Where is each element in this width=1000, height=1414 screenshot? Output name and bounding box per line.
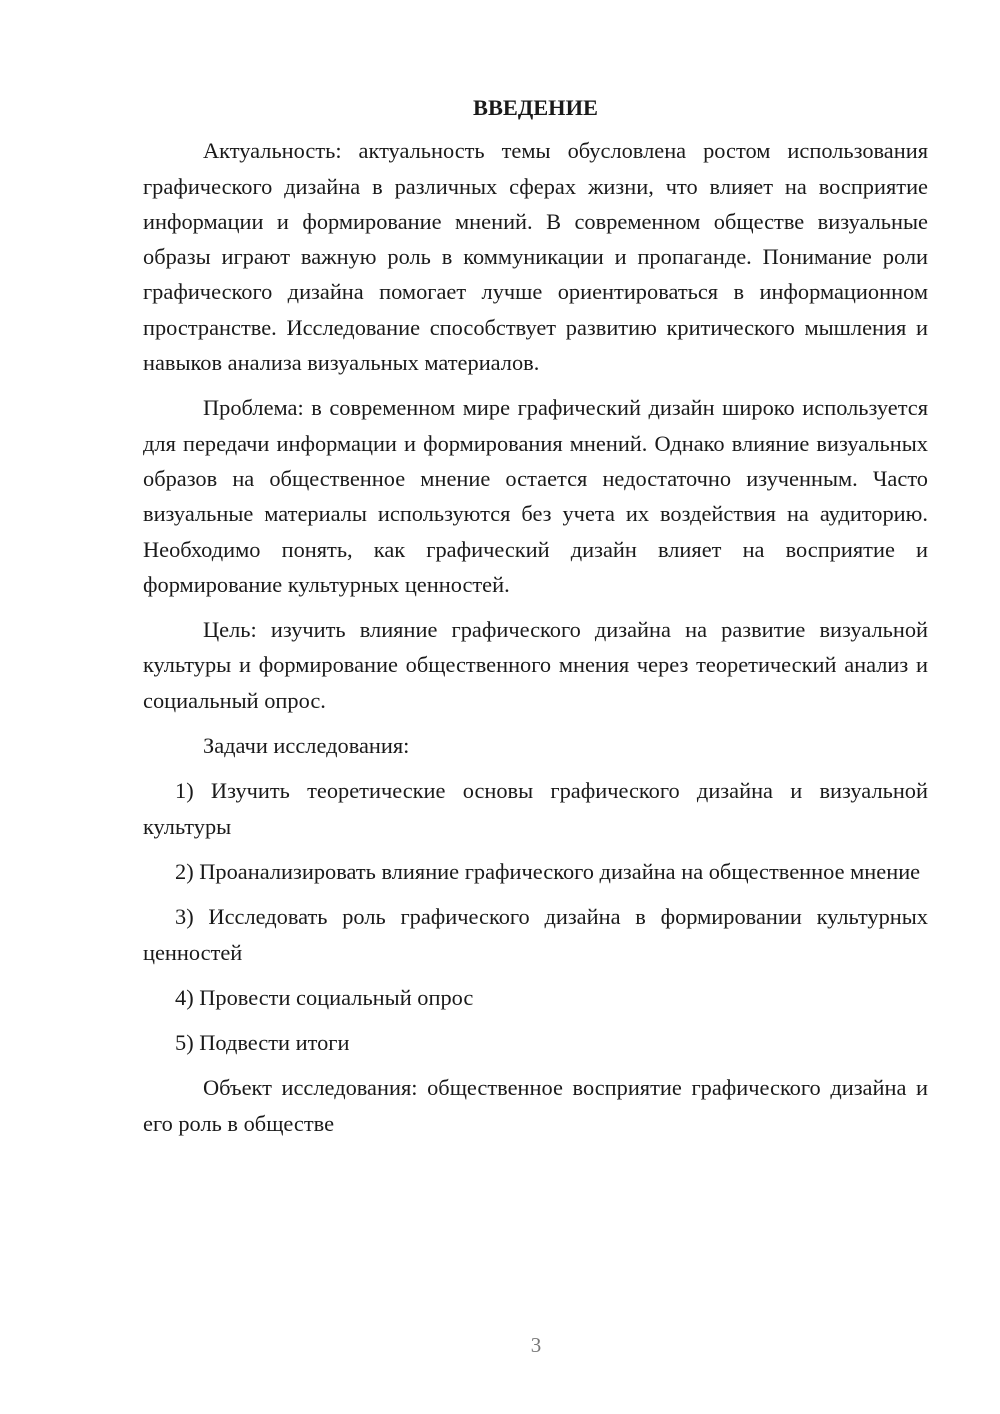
document-page — [143, 90, 928, 1151]
task-item-1: 1) Изучить теоретические основы графического дизайна и визуальной культуры — [143, 778, 928, 839]
goal-paragraph: Цель: изучить влияние графического дизайна на развитие визуальной культуры и формирование общественного мнения через теоретический анализ и социальный опрос. — [143, 617, 928, 713]
problem-paragraph: Проблема: в современном мире графический дизайн широко используется для передачи информации и формирования мнений. Однако влияние визуальных образов на общественное мнение остается недостаточно изученным. Часто визуальные материалы используются без учета их воздействия на аудиторию. Необходимо понять, как графический дизайн влияет на восприятие и формирование культурных ценностей. — [143, 395, 928, 597]
page-number: 3 — [530, 1333, 542, 1357]
task-item-4: 4) Провести социальный опрос — [175, 984, 474, 1010]
task-item-5: 5) Подвести итоги — [175, 1030, 350, 1056]
relevance-paragraph: Актуальность: актуальность темы обусловлена ростом использования графического дизайна в различных сферах жизни, что влияет на восприятие информации и формирование мнений. В современном обществе визуальные образы играют важную роль в коммуникации и пропаганде. Понимание роли графического дизайна помогает лучше ориентироваться в информационном пространстве. Исследование способствует развитию критического мышления и навыков анализа визуальных материалов. — [143, 138, 928, 376]
task-item-3: 3) Исследовать роль графического дизайна в формировании культурных ценностей — [143, 904, 928, 965]
task-item-2: 2) Проанализировать влияние графического дизайна на общественное мнение — [175, 858, 921, 884]
object-paragraph: Объект исследования: общественное восприятие графического дизайна и его роль в обществе — [143, 1075, 928, 1136]
section-heading: ВВЕДЕНИЕ — [473, 95, 598, 120]
tasks-title: Задачи исследования: — [203, 733, 410, 759]
